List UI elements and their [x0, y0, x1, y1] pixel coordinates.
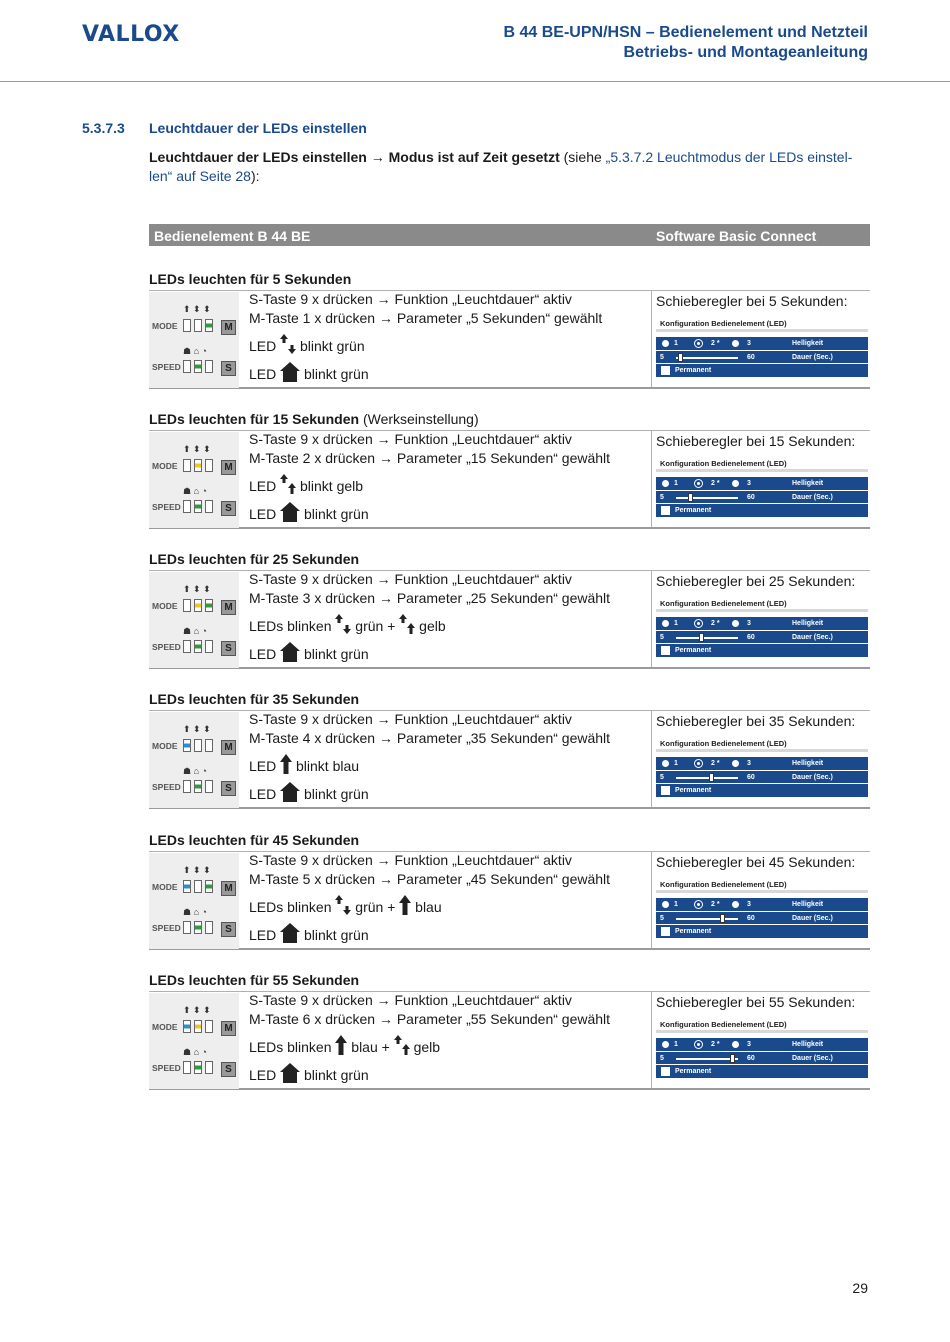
permanent-bar	[656, 504, 868, 517]
speed-icons: ☗ ⌂ ◔	[183, 766, 207, 776]
speed-led	[194, 640, 202, 653]
mode-label: MODE	[152, 741, 178, 751]
brightness-label: Helligkeit	[792, 1041, 824, 1048]
home-led-instruction: LED blinkt grün	[249, 923, 369, 945]
slider-max: 60	[747, 915, 755, 922]
speed-led	[205, 780, 213, 793]
option-2-label: 2 *	[711, 760, 720, 767]
slider-caption: Schieberegler bei 5 Sekunden:	[656, 293, 848, 309]
mode-led	[183, 880, 191, 893]
speed-label: SPEED	[152, 923, 181, 933]
speed-led	[205, 640, 213, 653]
radio-button-1[interactable]	[662, 901, 669, 908]
slider-min: 5	[660, 1055, 664, 1062]
speed-led	[183, 640, 191, 653]
radio-button-1[interactable]	[662, 480, 669, 487]
led-instruction: LEDs blinken grün + gelb	[249, 614, 446, 636]
radio-button-2[interactable]	[695, 1041, 702, 1048]
slider-max: 60	[747, 774, 755, 781]
mode-led	[194, 739, 202, 752]
radio-button-3[interactable]	[732, 901, 739, 908]
permanent-bar	[656, 1065, 868, 1078]
mode-label: MODE	[152, 461, 178, 471]
option-2-label: 2 *	[711, 1041, 720, 1048]
instruction-line-1: S-Taste 9 x drücken → Funktion „Leuchtdauer“ aktiv	[249, 571, 572, 587]
home-led-instruction: LED blinkt grün	[249, 1063, 369, 1085]
radio-button-3[interactable]	[732, 480, 739, 487]
option-1-label: 1	[674, 1041, 678, 1048]
intro-bold-2: Modus ist auf Zeit gesetzt	[388, 149, 560, 165]
brightness-label: Helligkeit	[792, 340, 824, 347]
permanent-checkbox[interactable]	[661, 506, 670, 515]
column-divider	[651, 710, 652, 808]
config-title: Konfiguration Bedienelement (LED)	[656, 738, 868, 752]
option-1-label: 1	[674, 620, 678, 627]
duration-bar	[656, 630, 868, 643]
page-header	[0, 0, 950, 82]
speed-led	[205, 1061, 213, 1074]
settings-row	[149, 690, 870, 830]
slider-min: 5	[660, 634, 664, 641]
slider-thumb[interactable]	[720, 914, 725, 923]
speed-icons: ☗ ⌂ ◔	[183, 626, 207, 636]
instruction-line-2: M-Taste 2 x drücken → Parameter „15 Sekunden“ gewählt	[249, 450, 611, 466]
brightness-bar	[656, 617, 868, 630]
slider-thumb[interactable]	[709, 773, 714, 782]
m-key: M	[221, 460, 236, 475]
speed-led	[194, 1061, 202, 1074]
software-config-widget	[656, 738, 868, 806]
header-title-line2: Betriebs- und Montageanleitung	[623, 44, 868, 61]
column-header-device: Bedienelement B 44 BE	[154, 228, 311, 244]
radio-button-3[interactable]	[732, 620, 739, 627]
led-arrow-icon	[335, 899, 351, 915]
radio-button-1[interactable]	[662, 620, 669, 627]
instruction-line-2: M-Taste 4 x drücken → Parameter „35 Sekunden“ gewählt	[249, 730, 611, 746]
instruction-line-1: S-Taste 9 x drücken → Funktion „Leuchtdauer“ aktiv	[249, 291, 572, 307]
mode-led	[194, 459, 202, 472]
radio-button-3[interactable]	[732, 760, 739, 767]
row-divider-bottom	[149, 1088, 870, 1090]
software-config-widget	[656, 458, 868, 526]
row-divider-bottom	[149, 527, 870, 529]
instruction-line-2: M-Taste 1 x drücken → Parameter „5 Sekunden“ gewählt	[249, 310, 603, 326]
software-config-widget	[656, 598, 868, 666]
speed-icons: ☗ ⌂ ◔	[183, 1047, 207, 1057]
slider-thumb[interactable]	[688, 493, 693, 502]
row-title: LEDs leuchten für 15 Sekunden (Werkseinstellung)	[149, 411, 479, 427]
speed-icons: ☗ ⌂ ◔	[183, 486, 207, 496]
instruction-line-2: M-Taste 3 x drücken → Parameter „25 Sekunden“ gewählt	[249, 590, 611, 606]
mode-led	[194, 1020, 202, 1033]
brightness-bar	[656, 898, 868, 911]
s-key: S	[221, 501, 236, 516]
column-divider	[651, 851, 652, 949]
duration-label: Dauer (Sec.)	[792, 494, 833, 501]
mode-led	[194, 880, 202, 893]
radio-button-3[interactable]	[732, 1041, 739, 1048]
speed-led	[205, 500, 213, 513]
slider-caption: Schieberegler bei 55 Sekunden:	[656, 994, 856, 1010]
duration-bar	[656, 350, 868, 363]
permanent-label: Permanent	[675, 787, 712, 794]
led-arrow-icon	[335, 1039, 347, 1055]
cross-reference-link-cont[interactable]: len“ auf Seite 28	[149, 168, 251, 184]
duration-label: Dauer (Sec.)	[792, 354, 833, 361]
duration-bar	[656, 770, 868, 783]
instruction-line-1: S-Taste 9 x drücken → Funktion „Leuchtdauer“ aktiv	[249, 852, 572, 868]
speed-led	[183, 921, 191, 934]
mode-label: MODE	[152, 882, 178, 892]
brightness-label: Helligkeit	[792, 760, 824, 767]
home-led-instruction: LED blinkt grün	[249, 362, 369, 384]
slider-max: 60	[747, 1055, 755, 1062]
software-config-widget	[656, 879, 868, 947]
fan-arrows-icon: ⬆ ⬍ ⬍	[183, 444, 211, 454]
config-title: Konfiguration Bedienelement (LED)	[656, 1019, 868, 1033]
brightness-bar	[656, 757, 868, 770]
fan-arrows-icon: ⬆ ⬍ ⬍	[183, 865, 211, 875]
table-header	[149, 224, 870, 246]
led-arrow-icon-2	[394, 1039, 410, 1055]
speed-led	[194, 780, 202, 793]
mode-led	[183, 739, 191, 752]
brightness-label: Helligkeit	[792, 901, 824, 908]
header-title-line1: B 44 BE-UPN/HSN – Bedienelement und Netzteil	[503, 24, 868, 41]
mode-led	[194, 599, 202, 612]
section-title: Leuchtdauer der LEDs einstellen	[149, 120, 367, 136]
intro-end: ):	[250, 168, 260, 184]
speed-led	[205, 360, 213, 373]
option-2-label: 2 *	[711, 480, 720, 487]
permanent-bar	[656, 925, 868, 938]
row-title: LEDs leuchten für 25 Sekunden	[149, 551, 360, 567]
duration-label: Dauer (Sec.)	[792, 915, 833, 922]
brightness-bar	[656, 1038, 868, 1051]
home-icon	[280, 506, 300, 522]
column-divider	[651, 290, 652, 388]
speed-label: SPEED	[152, 1063, 181, 1073]
row-divider-bottom	[149, 667, 870, 669]
home-led-instruction: LED blinkt grün	[249, 502, 369, 524]
mode-led	[205, 880, 213, 893]
speed-led	[205, 921, 213, 934]
led-arrow-icon-2	[399, 899, 411, 915]
permanent-checkbox[interactable]	[661, 646, 670, 655]
fan-arrows-icon: ⬆ ⬍ ⬍	[183, 584, 211, 594]
slider-caption: Schieberegler bei 35 Sekunden:	[656, 713, 856, 729]
led-arrow-icon-2	[399, 618, 415, 634]
speed-label: SPEED	[152, 362, 181, 372]
speed-label: SPEED	[152, 642, 181, 652]
s-key: S	[221, 922, 236, 937]
permanent-bar	[656, 364, 868, 377]
permanent-label: Permanent	[675, 1068, 712, 1075]
slider-caption: Schieberegler bei 15 Sekunden:	[656, 433, 856, 449]
home-led-instruction: LED blinkt grün	[249, 642, 369, 664]
home-icon	[280, 646, 300, 662]
speed-led	[183, 780, 191, 793]
radio-button-1[interactable]	[662, 340, 669, 347]
option-3-label: 3	[747, 901, 751, 908]
row-divider-bottom	[149, 948, 870, 950]
column-divider	[651, 430, 652, 528]
fan-arrows-icon: ⬆ ⬍ ⬍	[183, 1005, 211, 1015]
instruction-line-2: M-Taste 6 x drücken → Parameter „55 Sekunden“ gewählt	[249, 1011, 611, 1027]
mode-led	[183, 319, 191, 332]
column-divider	[651, 570, 652, 668]
fan-arrows-icon: ⬆ ⬍ ⬍	[183, 724, 211, 734]
brightness-bar	[656, 477, 868, 490]
speed-led	[183, 360, 191, 373]
option-1-label: 1	[674, 340, 678, 347]
led-instruction: LED blinkt grün	[249, 334, 365, 356]
m-key: M	[221, 320, 236, 335]
row-divider-bottom	[149, 807, 870, 809]
slider-thumb[interactable]	[730, 1054, 735, 1063]
software-config-widget	[656, 1019, 868, 1087]
instruction-line-1: S-Taste 9 x drücken → Funktion „Leuchtdauer“ aktiv	[249, 711, 572, 727]
software-config-widget	[656, 318, 868, 386]
slider-caption: Schieberegler bei 25 Sekunden:	[656, 573, 856, 589]
control-panel-illustration	[149, 572, 239, 668]
permanent-label: Permanent	[675, 507, 712, 514]
radio-button-2[interactable]	[695, 760, 702, 767]
mode-led	[205, 319, 213, 332]
slider-max: 60	[747, 494, 755, 501]
settings-row	[149, 550, 870, 690]
radio-button-3[interactable]	[732, 340, 739, 347]
slider-track	[676, 918, 738, 920]
radio-button-2[interactable]	[695, 340, 702, 347]
permanent-checkbox[interactable]	[661, 786, 670, 795]
radio-button-2[interactable]	[695, 620, 702, 627]
radio-button-2[interactable]	[695, 480, 702, 487]
config-title: Konfiguration Bedienelement (LED)	[656, 458, 868, 472]
duration-bar	[656, 911, 868, 924]
slider-min: 5	[660, 354, 664, 361]
brightness-bar	[656, 337, 868, 350]
speed-label: SPEED	[152, 502, 181, 512]
home-led-instruction: LED blinkt grün	[249, 782, 369, 804]
slider-min: 5	[660, 915, 664, 922]
permanent-bar	[656, 784, 868, 797]
slider-max: 60	[747, 354, 755, 361]
control-panel-illustration	[149, 432, 239, 528]
slider-track	[676, 637, 738, 639]
settings-row	[149, 971, 870, 1111]
slider-min: 5	[660, 494, 664, 501]
led-arrow-icon	[335, 618, 351, 634]
vallox-logo: VALLOX	[82, 22, 180, 47]
row-title: LEDs leuchten für 55 Sekunden	[149, 972, 360, 988]
control-panel-illustration	[149, 853, 239, 949]
option-1-label: 1	[674, 901, 678, 908]
speed-led	[194, 360, 202, 373]
column-header-software: Software Basic Connect	[656, 228, 817, 244]
settings-row	[149, 410, 870, 550]
row-title: LEDs leuchten für 5 Sekunden	[149, 271, 352, 287]
option-3-label: 3	[747, 760, 751, 767]
brightness-label: Helligkeit	[792, 480, 824, 487]
mode-led	[183, 459, 191, 472]
intro-paragraph	[149, 148, 871, 186]
control-panel-illustration	[149, 993, 239, 1089]
option-2-label: 2 *	[711, 901, 720, 908]
permanent-checkbox[interactable]	[661, 1067, 670, 1076]
arrow-icon: →	[370, 149, 385, 165]
mode-led	[183, 599, 191, 612]
s-key: S	[221, 781, 236, 796]
option-2-label: 2 *	[711, 620, 720, 627]
led-instruction: LED blinkt blau	[249, 754, 359, 776]
mode-led	[205, 1020, 213, 1033]
duration-label: Dauer (Sec.)	[792, 1055, 833, 1062]
option-1-label: 1	[674, 760, 678, 767]
slider-caption: Schieberegler bei 45 Sekunden:	[656, 854, 856, 870]
intro-bold-1: Leuchtdauer der LEDs einstellen	[149, 149, 367, 165]
config-title: Konfiguration Bedienelement (LED)	[656, 318, 868, 332]
duration-label: Dauer (Sec.)	[792, 774, 833, 781]
permanent-checkbox[interactable]	[661, 366, 670, 375]
cross-reference-link[interactable]: „5.3.7.2 Leuchtmodus der LEDs einstel-	[605, 149, 853, 165]
mode-led	[183, 1020, 191, 1033]
home-icon	[280, 927, 300, 943]
option-2-label: 2 *	[711, 340, 720, 347]
mode-label: MODE	[152, 321, 178, 331]
speed-led	[194, 500, 202, 513]
brightness-label: Helligkeit	[792, 620, 824, 627]
s-key: S	[221, 1062, 236, 1077]
duration-bar	[656, 490, 868, 503]
instruction-line-1: S-Taste 9 x drücken → Funktion „Leuchtdauer“ aktiv	[249, 431, 572, 447]
led-arrow-icon	[280, 478, 296, 494]
page-number: 29	[852, 1280, 868, 1296]
option-1-label: 1	[674, 480, 678, 487]
permanent-label: Permanent	[675, 647, 712, 654]
mode-led	[194, 319, 202, 332]
section-number: 5.3.7.3	[82, 120, 125, 136]
m-key: M	[221, 740, 236, 755]
settings-row	[149, 270, 870, 410]
speed-led	[183, 500, 191, 513]
option-3-label: 3	[747, 340, 751, 347]
radio-button-1[interactable]	[662, 1041, 669, 1048]
duration-label: Dauer (Sec.)	[792, 634, 833, 641]
led-arrow-icon	[280, 338, 296, 354]
s-key: S	[221, 641, 236, 656]
control-panel-illustration	[149, 292, 239, 388]
instruction-line-2: M-Taste 5 x drücken → Parameter „45 Sekunden“ gewählt	[249, 871, 611, 887]
row-divider-bottom	[149, 387, 870, 389]
m-key: M	[221, 600, 236, 615]
option-3-label: 3	[747, 480, 751, 487]
speed-label: SPEED	[152, 782, 181, 792]
option-3-label: 3	[747, 1041, 751, 1048]
mode-led	[205, 459, 213, 472]
option-3-label: 3	[747, 620, 751, 627]
home-icon	[280, 366, 300, 382]
column-divider	[651, 991, 652, 1089]
speed-icons: ☗ ⌂ ◔	[183, 907, 207, 917]
m-key: M	[221, 881, 236, 896]
home-icon	[280, 786, 300, 802]
slider-track	[676, 357, 738, 359]
slider-min: 5	[660, 774, 664, 781]
m-key: M	[221, 1021, 236, 1036]
row-title: LEDs leuchten für 35 Sekunden	[149, 691, 360, 707]
slider-thumb[interactable]	[699, 633, 704, 642]
radio-button-2[interactable]	[695, 901, 702, 908]
control-panel-illustration	[149, 712, 239, 808]
config-title: Konfiguration Bedienelement (LED)	[656, 879, 868, 893]
duration-bar	[656, 1051, 868, 1064]
speed-led	[194, 921, 202, 934]
fan-arrows-icon: ⬆ ⬍ ⬍	[183, 304, 211, 314]
permanent-label: Permanent	[675, 928, 712, 935]
radio-button-1[interactable]	[662, 760, 669, 767]
speed-led	[183, 1061, 191, 1074]
config-title: Konfiguration Bedienelement (LED)	[656, 598, 868, 612]
permanent-checkbox[interactable]	[661, 927, 670, 936]
mode-led	[205, 599, 213, 612]
mode-label: MODE	[152, 601, 178, 611]
slider-track	[676, 777, 738, 779]
led-instruction: LED blinkt gelb	[249, 474, 363, 496]
speed-icons: ☗ ⌂ ◔	[183, 346, 207, 356]
led-instruction: LEDs blinken grün + blau	[249, 895, 442, 917]
slider-max: 60	[747, 634, 755, 641]
slider-track	[676, 497, 738, 499]
intro-text: (siehe	[559, 149, 606, 165]
slider-track	[676, 1058, 738, 1060]
row-title: LEDs leuchten für 45 Sekunden	[149, 832, 360, 848]
home-icon	[280, 1067, 300, 1083]
mode-led	[205, 739, 213, 752]
settings-row	[149, 831, 870, 971]
s-key: S	[221, 361, 236, 376]
led-instruction: LEDs blinken blau + gelb	[249, 1035, 440, 1057]
instruction-line-1: S-Taste 9 x drücken → Funktion „Leuchtdauer“ aktiv	[249, 992, 572, 1008]
slider-thumb[interactable]	[678, 353, 683, 362]
permanent-bar	[656, 644, 868, 657]
mode-label: MODE	[152, 1022, 178, 1032]
permanent-label: Permanent	[675, 367, 712, 374]
led-arrow-icon	[280, 758, 292, 774]
